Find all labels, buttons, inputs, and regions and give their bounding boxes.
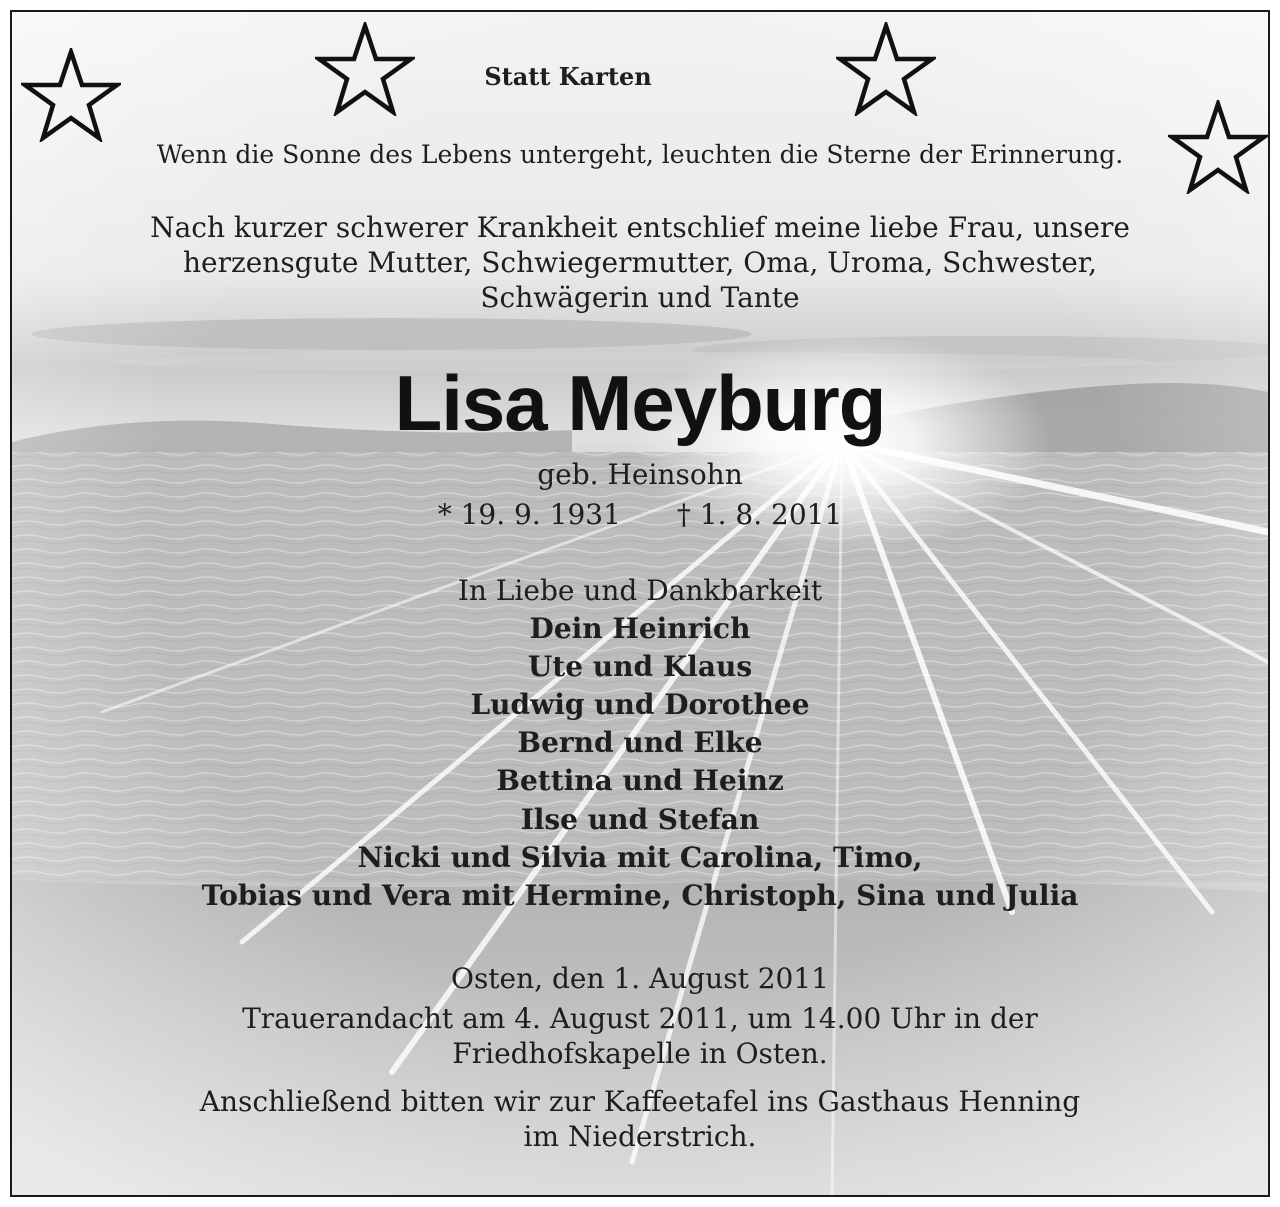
death-date: † 1. 8. 2011 <box>676 498 843 531</box>
notice-text <box>12 12 1268 1195</box>
family-member: Dein Heinrich <box>529 612 751 645</box>
intro-line: herzensgute Mutter, Schwiegermutter, Oma, Uroma, Schwester, <box>182 246 1098 279</box>
maiden-name: geb. Heinsohn <box>537 458 743 491</box>
family-member: Ilse und Stefan <box>520 803 760 836</box>
family-member: Tobias und Vera mit Hermine, Christoph, Sina und Julia <box>201 879 1079 912</box>
family-member: Nicki und Silvia mit Carolina, Timo, <box>357 841 923 874</box>
family-member: Bernd und Elke <box>517 726 763 759</box>
reception-line: im Niederstrich. <box>523 1120 757 1153</box>
obituary-notice <box>10 10 1270 1197</box>
family-member: Ute und Klaus <box>527 650 753 683</box>
deceased-name: Lisa Meyburg <box>394 359 886 447</box>
motto: Wenn die Sonne des Lebens untergeht, leuchten die Sterne der Erinnerung. <box>156 140 1124 169</box>
family-member: Bettina und Heinz <box>496 764 784 797</box>
thanks-line: In Liebe und Dankbarkeit <box>457 574 823 607</box>
service-line: Friedhofskapelle in Osten. <box>452 1037 828 1070</box>
reception-line: Anschließend bitten wir zur Kaffeetafel ins Gasthaus Henning <box>199 1085 1081 1118</box>
life-dates <box>12 498 1268 531</box>
service-line: Trauerandacht am 4. August 2011, um 14.00 Uhr in der <box>242 1002 1038 1035</box>
family-member: Ludwig und Dorothee <box>470 688 810 721</box>
birth-date: * 19. 9. 1931 <box>437 498 621 531</box>
place-date: Osten, den 1. August 2011 <box>450 962 829 995</box>
pre-heading: Statt Karten <box>484 62 652 91</box>
intro-line: Nach kurzer schwerer Krankheit entschlief meine liebe Frau, unsere <box>150 211 1130 244</box>
intro-line: Schwägerin und Tante <box>480 281 800 314</box>
